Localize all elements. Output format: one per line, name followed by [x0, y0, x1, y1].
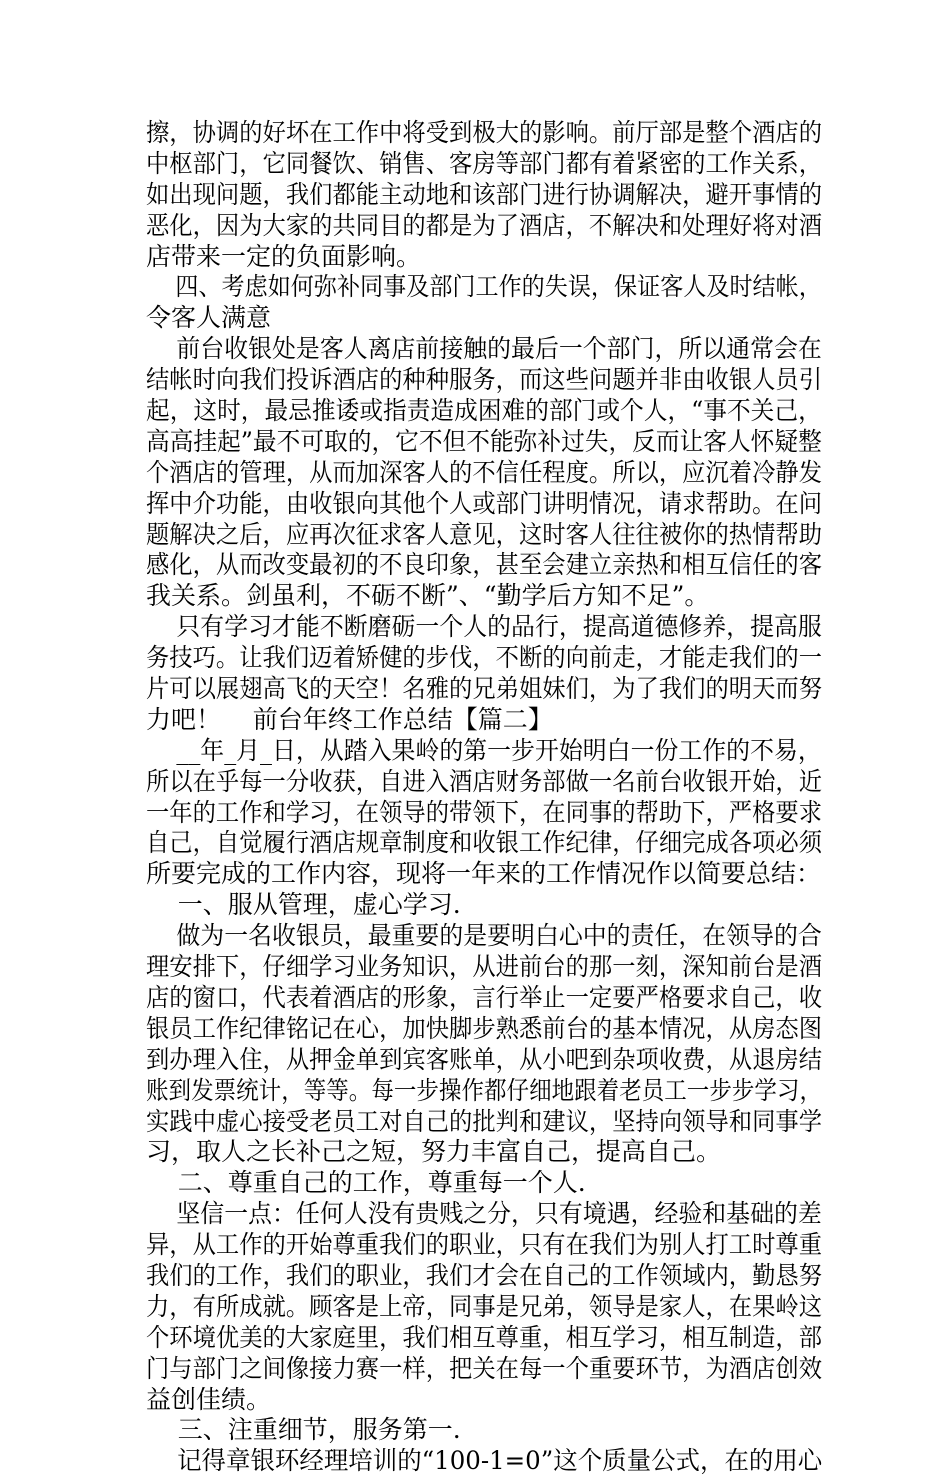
section-heading-3: 三、注重细节，服务第一.: [146, 1415, 461, 1445]
text-line: 起，这时，最忌推诿或指责造成困难的部门或个人，“事不关己，: [146, 396, 822, 426]
text-line: 我们的工作，我们的职业，我们才会在自己的工作领域内，勤恳努: [146, 1260, 823, 1290]
text-line: 一年的工作和学习，在领导的带领下，在同事的帮助下，严格要求: [146, 797, 823, 827]
text-line: 挥中介功能，由收银向其他个人或部门讲明情况，请求帮助。在问: [146, 488, 823, 518]
text-line: 力，有所成就。顾客是上帝，同事是兄弟，领导是家人，在果岭这: [146, 1291, 823, 1321]
text-line: 如出现问题，我们都能主动地和该部门进行协调解决，避开事情的: [146, 179, 823, 209]
text-line: 理安排下，仔细学习业务知识，从进前台的那一刻，深知前台是酒: [146, 952, 823, 982]
part-two-title-line: 力吧！ 前台年终工作总结【篇二】: [146, 704, 553, 734]
text-line: 前台收银处是客人离店前接触的最后一个部门，所以通常会在: [146, 334, 822, 364]
text-line: 账到发票统计，等等。每一步操作都仔细地跟着老员工一步步学习，: [146, 1075, 823, 1105]
document-body: [146, 118, 822, 1477]
text-line: 益创佳绩。: [146, 1384, 272, 1414]
text-line: 银员工作纪律铭记在心，加快脚步熟悉前台的基本情况，从房态图: [146, 1013, 823, 1043]
section-heading-1: 一、服从管理，虚心学习.: [146, 890, 461, 920]
text-line: 所要完成的工作内容，现将一年来的工作情况作以简要总结：: [146, 859, 822, 889]
text-line: 门与部门之间像接力赛一样，把关在每一个重要环节，为酒店创效: [146, 1353, 823, 1383]
text-line: 令客人满意: [146, 303, 272, 333]
text-line: 做为一名收银员，最重要的是要明白心中的责任，在领导的合: [146, 921, 822, 951]
text-line: 题解决之后，应再次征求客人意见，这时客人往往被你的热情帮助: [146, 519, 823, 549]
section-heading-4: 四、考虑如何弥补同事及部门工作的失误，保证客人及时结帐，: [146, 272, 822, 302]
text-line: 片可以展翅高飞的天空！名雅的兄弟姐妹们，为了我们的明天而努: [146, 674, 823, 704]
text-line: 我关系。剑虽利，不砺不断”、“勤学后方知不足”。: [146, 581, 710, 611]
text-line: 习，取人之长补己之短，努力丰富自己，提高自己。: [146, 1137, 722, 1167]
text-line: 结帐时向我们投诉酒店的种种服务，而这些问题并非由收银人员引: [146, 365, 823, 395]
text-line: 擦，协调的好坏在工作中将受到极大的影响。前厅部是整个酒店的: [146, 118, 823, 147]
text-line: 所以在乎每一分收获，自进入酒店财务部做一名前台收银开始，近: [146, 766, 823, 796]
text-line: 恶化，因为大家的共同目的都是为了酒店，不解决和处理好将对酒: [146, 210, 823, 240]
text-line: 坚信一点：任何人没有贵贱之分，只有境遇，经验和基础的差: [146, 1199, 822, 1229]
text-line: 店带来一定的负面影响。: [146, 241, 422, 271]
text-line: 记得章银环经理培训的“100-1=0”这个质量公式，在的用心: [146, 1446, 823, 1476]
text-line: 自己，自觉履行酒店规章制度和收银工作纪律，仔细完成各项必须: [146, 828, 823, 858]
section-heading-2: 二、尊重自己的工作，尊重每一个人.: [146, 1168, 586, 1198]
text-line: 高高挂起”最不可取的，它不但不能弥补过失，反而让客人怀疑整: [146, 426, 822, 456]
text-line: 个酒店的管理，从而加深客人的不信任程度。所以，应沉着冷静发: [146, 457, 823, 487]
text-line: __年_月_日，从踏入果岭的第一步开始明白一份工作的不易，: [146, 735, 822, 765]
text-line: 实践中虚心接受老员工对自己的批判和建议，坚持向领导和同事学: [146, 1106, 823, 1136]
text-line: 感化，从而改变最初的不良印象，甚至会建立亲热和相互信任的客: [146, 550, 823, 580]
text-line: 异，从工作的开始尊重我们的职业，只有在我们为别人打工时尊重: [146, 1230, 823, 1260]
text-line: 个环境优美的大家庭里，我们相互尊重，相互学习，相互制造，部: [146, 1322, 823, 1352]
text-line: 务技巧。让我们迈着矫健的步伐，不断的向前走，才能走我们的一: [146, 643, 823, 673]
text-line: 店的窗口，代表着酒店的形象，言行举止一定要严格要求自己，收: [146, 982, 823, 1012]
text-line: 到办理入住，从押金单到宾客账单，从小吧到杂项收费，从退房结: [146, 1044, 823, 1074]
text-line: 只有学习才能不断磨砺一个人的品行，提高道德修养，提高服: [146, 612, 822, 642]
text-line: 中枢部门，它同餐饮、销售、客房等部门都有着紧密的工作关系，: [146, 148, 823, 178]
